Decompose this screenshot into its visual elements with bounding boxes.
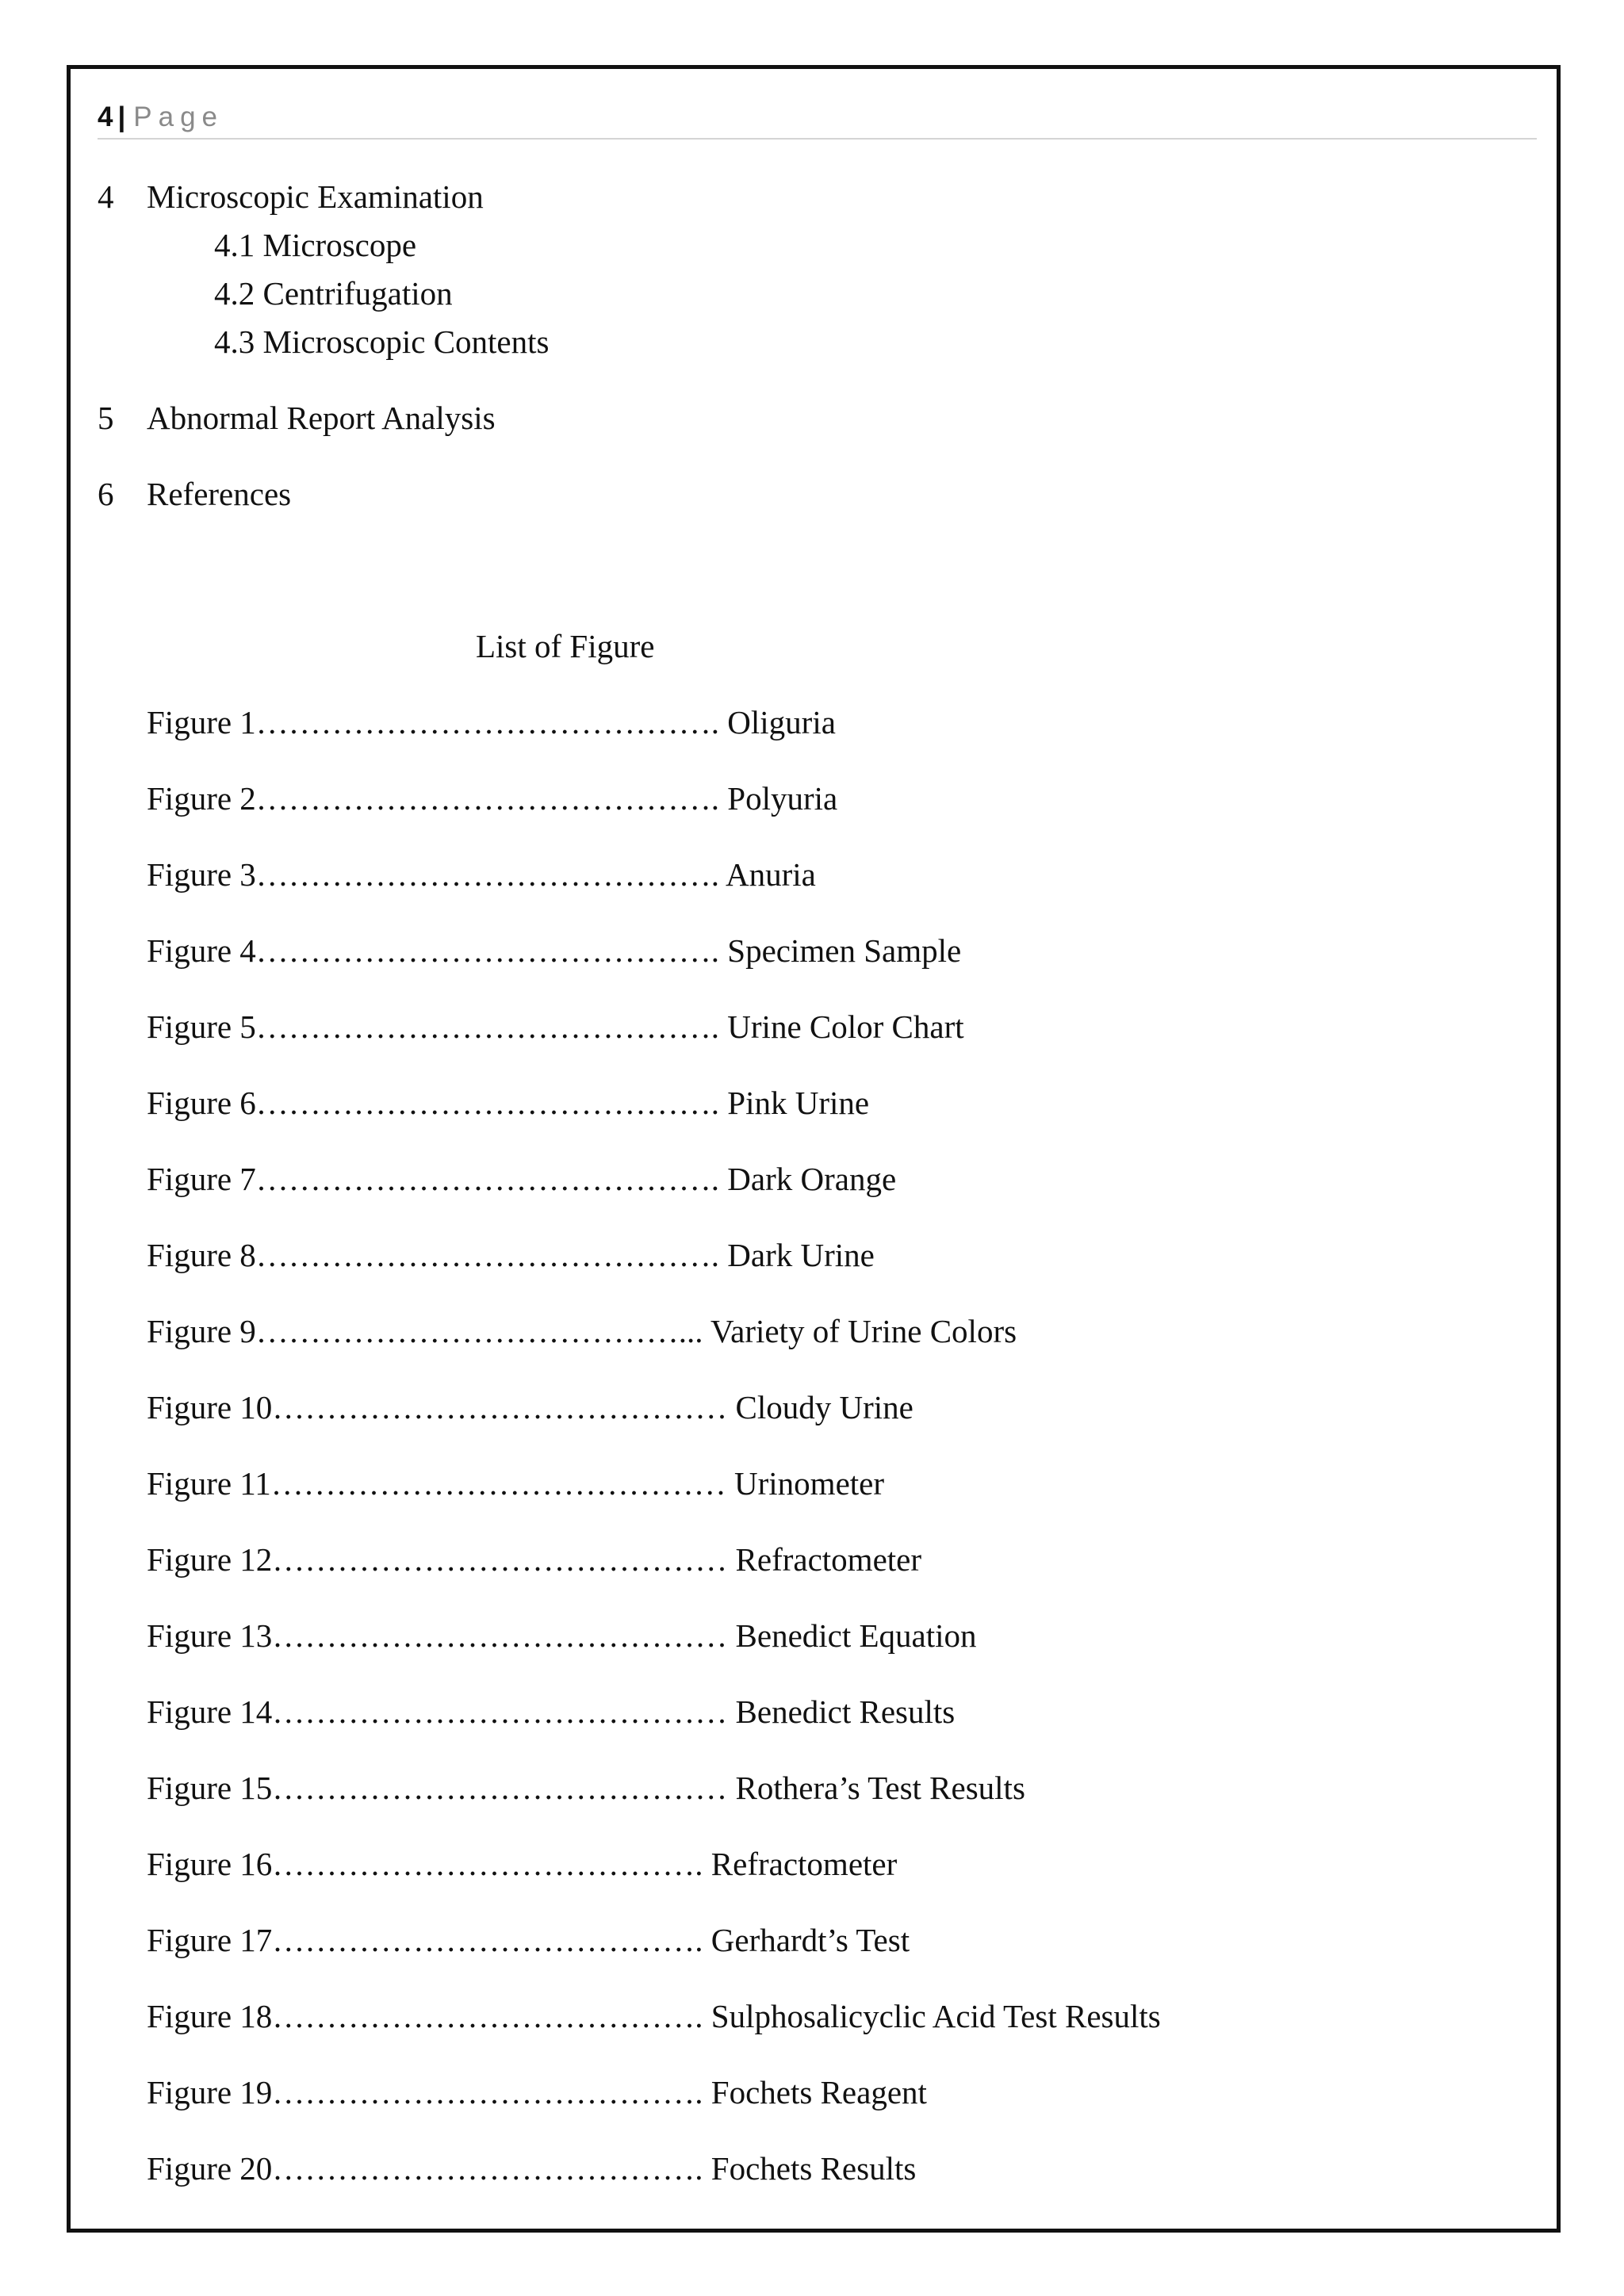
page-label: Page [133, 101, 224, 132]
toc-section-title: Microscopic Examination [147, 178, 484, 215]
figure-list-item: Figure 1……………………………………. Oliguria [147, 704, 836, 740]
figure-list-item: Figure 18…………………………………. Sulphosalicyclic Acid Test Results [147, 1998, 1161, 2034]
toc-section-number: 5 [98, 400, 114, 436]
toc-section-title: Abnormal Report Analysis [147, 400, 496, 436]
toc-subsection-title: 4.2 Centrifugation [214, 275, 453, 312]
figure-list-item: Figure 3……………………………………. Anuria [147, 856, 816, 893]
figure-list-item: Figure 13…………………………………… Benedict Equation [147, 1617, 977, 1654]
figure-list-item: Figure 6……………………………………. Pink Urine [147, 1085, 870, 1121]
list-of-figures-title: List of Figure [476, 628, 655, 664]
figure-list-item: Figure 8……………………………………. Dark Urine [147, 1237, 875, 1273]
figure-list-item: Figure 4……………………………………. Specimen Sample [147, 932, 962, 969]
figure-list-item: Figure 15…………………………………… Rothera’s Test Results [147, 1770, 1025, 1806]
figure-list-item: Figure 11…………………………………… Urinometer [147, 1465, 885, 1502]
toc-section-number: 6 [98, 476, 114, 512]
header-separator: | [117, 101, 126, 132]
page-header [98, 97, 1537, 140]
toc-section-title: References [147, 476, 292, 512]
figure-list-item: Figure 12…………………………………… Refractometer [147, 1541, 922, 1578]
figure-list-item: Figure 5……………………………………. Urine Color Chart [147, 1008, 964, 1045]
figure-list-item: Figure 17…………………………………. Gerhardt’s Test [147, 1922, 910, 1958]
figure-list-item: Figure 14…………………………………… Benedict Results [147, 1693, 956, 1730]
figure-list-item: Figure 2……………………………………. Polyuria [147, 780, 838, 817]
figure-list-item: Figure 9…………………………………... Variety of Urine Colors [147, 1313, 1017, 1349]
toc-section-number: 4 [98, 178, 114, 215]
toc-subsection-title: 4.1 Microscope [214, 227, 417, 263]
figure-list-item: Figure 16…………………………………. Refractometer [147, 1846, 898, 1882]
toc-subsection-title: 4.3 Microscopic Contents [214, 323, 550, 360]
figure-list-item: Figure 10…………………………………… Cloudy Urine [147, 1389, 914, 1425]
page-border [67, 65, 1561, 2233]
figure-list-item: Figure 19…………………………………. Fochets Reagent [147, 2074, 927, 2110]
page-number: 4 [98, 101, 113, 132]
figure-list-item: Figure 7……………………………………. Dark Orange [147, 1161, 897, 1197]
figure-list-item: Figure 20…………………………………. Fochets Results [147, 2150, 917, 2187]
